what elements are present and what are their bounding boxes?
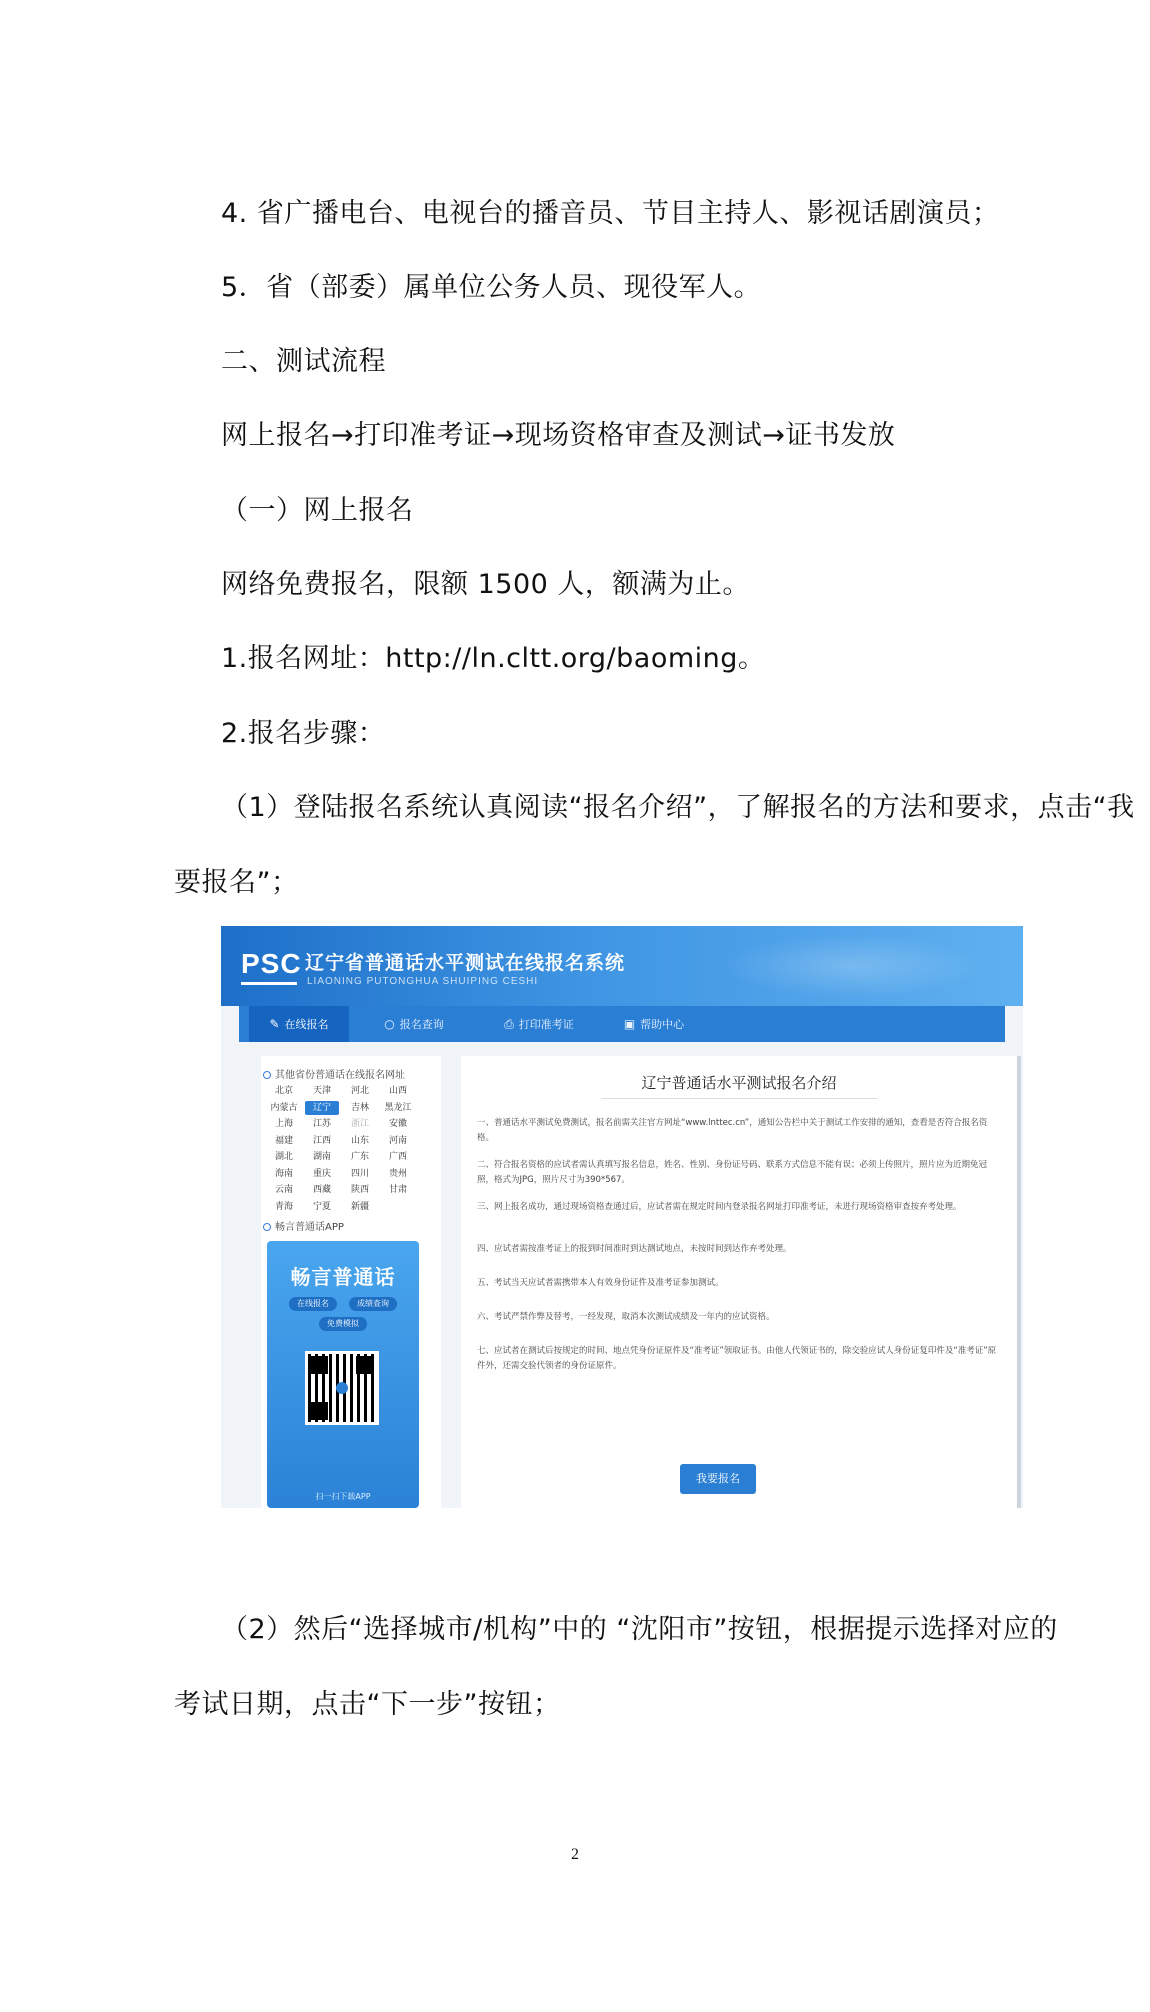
province-link[interactable]: 上海 xyxy=(274,1119,293,1129)
province-link[interactable]: 天津 xyxy=(312,1086,331,1096)
nav-print-ticket[interactable] xyxy=(489,1006,589,1042)
process-flow: 网上报名→打印准考证→现场资格审查及测试→证书发放 xyxy=(221,420,896,451)
notice-item: 三、网上报名成功，通过现场资格查通过后，应试者需在规定时间内登录报名网址打印准考证，未进行现场资格审查按弃考处理。 xyxy=(477,1202,962,1212)
app-heading xyxy=(263,1218,344,1233)
notice-item: 七、应试者在测试后按规定的时间、地点凭身份证原件及“准考证”领取证书。由他人代领证书的，除交验应试人身份证复印件及“准考证”原件外，还需交验代领者的身份证原件。 xyxy=(477,1346,997,1371)
step1-line1: （1）登陆报名系统认真阅读“报名介绍”，了解报名的方法和要求，点击“我 xyxy=(221,792,1135,823)
province-link[interactable]: 新疆 xyxy=(350,1201,369,1212)
section-heading: 二、测试流程 xyxy=(221,346,386,377)
sub-heading: （一）网上报名 xyxy=(221,495,414,526)
step1-line2: 要报名”； xyxy=(174,867,299,898)
province-link[interactable]: 宁夏 xyxy=(312,1201,331,1212)
province-link[interactable]: 吉林 xyxy=(350,1102,369,1113)
qr-code-icon xyxy=(305,1351,379,1425)
apply-button[interactable]: 我要报名 xyxy=(680,1464,756,1494)
province-link[interactable]: 福建 xyxy=(274,1135,293,1146)
notice-item: 二、符合报名资格的应试者需认真填写报名信息，姓名、性别、身份证号码、联系方式信息不能有误；必须上传照片，照片应为近期免冠照，格式为JPG，照片尺寸为390*567。 xyxy=(477,1160,988,1185)
steps-heading: 2.报名步骤： xyxy=(221,718,386,749)
system-subtitle: LIAONING PUTONGHUA SHUIPING CESHI xyxy=(307,976,539,987)
app-promo-card[interactable] xyxy=(267,1241,419,1508)
doc-item-4: 4. 省广播电台、电视台的播音员、节目主持人、影视话剧演员； xyxy=(221,198,1000,229)
app-tag: 在线报名 xyxy=(289,1297,337,1311)
circle-bullet-icon xyxy=(263,1071,271,1079)
nav-online-register[interactable] xyxy=(249,1006,349,1042)
logo-underline xyxy=(241,982,297,985)
circle-bullet-icon xyxy=(263,1223,271,1231)
doc-item-5: 5．省（部委）属单位公务人员、现役军人。 xyxy=(221,272,762,303)
world-map-decoration xyxy=(723,934,983,998)
province-link[interactable]: 湖南 xyxy=(312,1152,331,1162)
printer-icon: ⎙ xyxy=(504,1017,514,1031)
notice-item: 一、普通话水平测试免费测试，报名前需关注官方网址“www.lnttec.cn”，通知公告栏中关于测试工作安排的通知，查看是否符合报名资格。 xyxy=(477,1118,988,1143)
system-banner xyxy=(221,926,1023,1006)
province-link[interactable]: 广西 xyxy=(388,1152,407,1162)
app-download-text: 扫一扫下载APP xyxy=(315,1492,371,1501)
search-icon: ○ xyxy=(384,1017,395,1031)
province-link[interactable]: 浙江 xyxy=(350,1119,369,1129)
province-link[interactable]: 陕西 xyxy=(350,1185,369,1195)
province-link[interactable]: 北京 xyxy=(274,1086,293,1096)
nav-help[interactable] xyxy=(609,1006,699,1042)
province-link[interactable]: 黑龙江 xyxy=(384,1102,412,1113)
intro-title: 辽宁普通话水平测试报名介绍 xyxy=(641,1074,837,1092)
province-link[interactable]: 河北 xyxy=(350,1086,369,1096)
nav-label: 报名查询 xyxy=(399,1018,444,1031)
province-link[interactable]: 辽宁 xyxy=(305,1101,339,1115)
app-card-title: 畅言普通话 xyxy=(290,1265,396,1289)
province-link[interactable]: 江苏 xyxy=(312,1119,331,1129)
free-note: 网络免费报名，限额 1500 人，额满为止。 xyxy=(221,569,750,600)
province-link[interactable]: 山西 xyxy=(388,1086,407,1096)
step2-line2: 考试日期，点击“下一步”按钮； xyxy=(174,1689,561,1720)
province-link[interactable]: 山东 xyxy=(350,1135,369,1146)
provinces-heading xyxy=(263,1066,405,1081)
page-number: 2 xyxy=(571,1846,579,1863)
nav-label: 在线报名 xyxy=(284,1018,329,1031)
province-link[interactable]: 西藏 xyxy=(312,1185,331,1195)
province-link[interactable]: 青海 xyxy=(274,1201,293,1212)
nav-label: 帮助中心 xyxy=(640,1018,685,1031)
intro-panel xyxy=(461,1056,1021,1508)
nav-query[interactable] xyxy=(369,1006,459,1042)
province-link[interactable]: 贵州 xyxy=(388,1168,407,1179)
province-link[interactable]: 四川 xyxy=(350,1168,369,1179)
province-link[interactable]: 云南 xyxy=(274,1185,293,1195)
edit-icon: ✎ xyxy=(269,1017,280,1031)
psc-logo: PSC xyxy=(241,948,302,979)
main-nav xyxy=(239,1006,1005,1042)
step2-line1: （2）然后“选择城市/机构”中的 “沈阳市”按钮，根据提示选择对应的 xyxy=(221,1614,1058,1645)
app-tag: 成绩查询 xyxy=(349,1297,397,1311)
provinces-heading-text: 其他省份普通话在线报名网址 xyxy=(275,1070,405,1081)
registration-screenshot xyxy=(221,926,1023,1508)
title-divider xyxy=(601,1098,877,1099)
notice-item: 四、应试者需按准考证上的报到时间准时到达测试地点，未按时间到达作弃考处理。 xyxy=(477,1244,792,1254)
province-link[interactable]: 重庆 xyxy=(312,1168,331,1179)
app-heading-text: 畅言普通话APP xyxy=(275,1222,344,1233)
notice-item: 六、考试严禁作弊及替考，一经发现，取消本次测试成绩及一年内的应试资格。 xyxy=(477,1312,775,1322)
province-link[interactable]: 内蒙古 xyxy=(270,1102,298,1113)
sidebar xyxy=(261,1056,441,1508)
province-link[interactable]: 湖北 xyxy=(274,1152,293,1162)
province-link[interactable]: 广东 xyxy=(350,1152,369,1162)
system-title: 辽宁省普通话水平测试在线报名系统 xyxy=(305,952,626,974)
qr-center-logo xyxy=(336,1382,348,1394)
province-link[interactable]: 河南 xyxy=(388,1135,407,1146)
province-link[interactable]: 江西 xyxy=(312,1135,331,1146)
nav-label: 打印准考证 xyxy=(518,1018,574,1031)
province-link[interactable]: 安徽 xyxy=(388,1119,407,1129)
province-link[interactable]: 海南 xyxy=(274,1168,293,1179)
notice-item: 五、考试当天应试者需携带本人有效身份证件及准考证参加测试。 xyxy=(477,1278,724,1288)
app-tag: 免费模拟 xyxy=(319,1317,367,1331)
help-icon: ▣ xyxy=(623,1017,636,1031)
province-link[interactable]: 甘肃 xyxy=(388,1185,407,1195)
url-line: 1.报名网址：http://ln.cltt.org/baoming。 xyxy=(221,643,766,674)
